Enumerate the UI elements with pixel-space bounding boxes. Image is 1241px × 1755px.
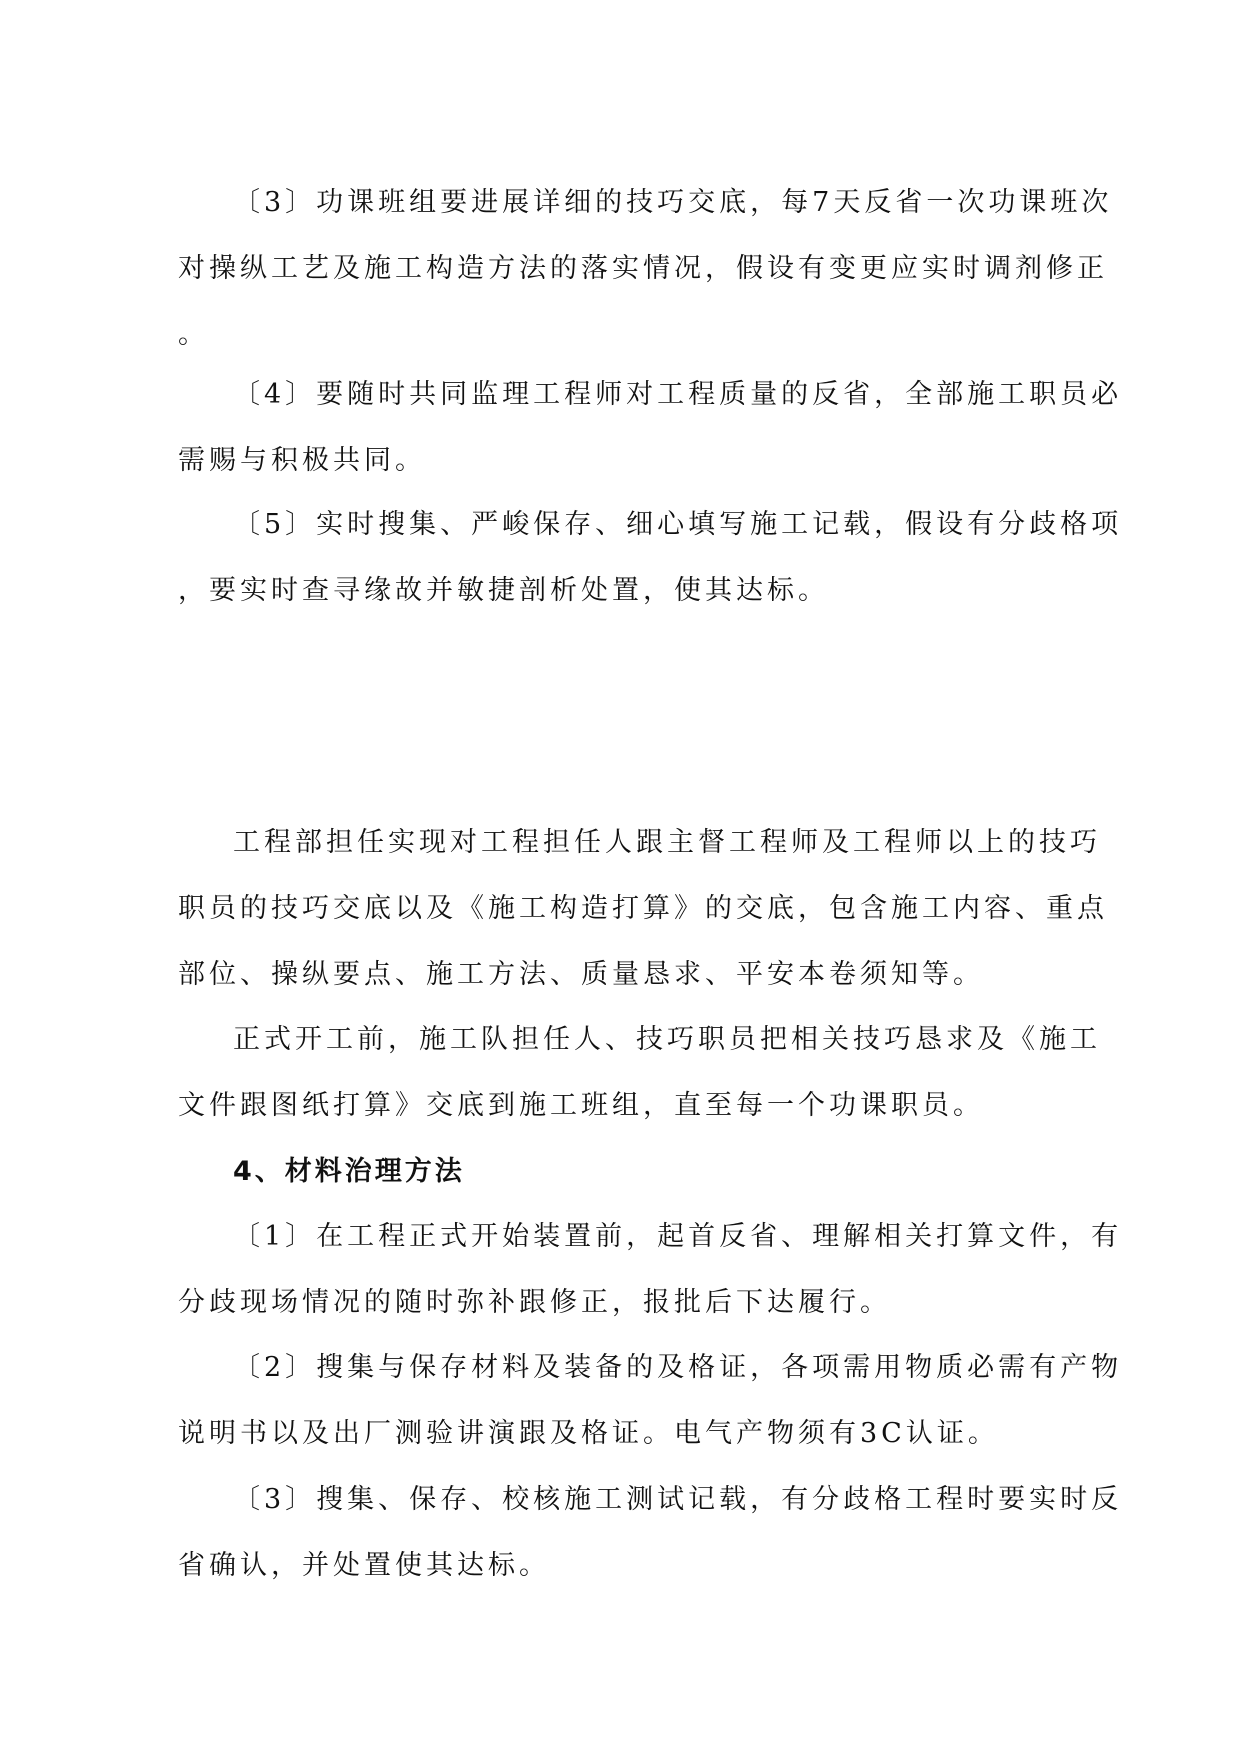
paragraph-line: 职员的技巧交底以及《施工构造打算》的交底，包含施工内容、重点 xyxy=(178,893,1108,924)
paragraph-line: 省确认，并处置使其达标。 xyxy=(178,1550,550,1581)
paragraph-line: 正式开工前，施工队担任人、技巧职员把相关技巧恳求及《施工 xyxy=(233,1024,1101,1055)
paragraph-line: 部位、操纵要点、施工方法、质量恳求、平安本卷须知等。 xyxy=(178,959,984,990)
paragraph-line: ，要实时查寻缘故并敏捷剖析处置，使其达标。 xyxy=(178,575,829,606)
paragraph-line: 〔5〕实时搜集、严峻保存、细心填写施工记载，假设有分歧格项 xyxy=(233,509,1123,540)
section-heading: 4、材料治理方法 xyxy=(233,1156,465,1187)
paragraph-line: 〔4〕要随时共同监理工程师对工程质量的反省，全部施工职员必 xyxy=(233,379,1123,410)
paragraph-line: 文件跟图纸打算》交底到施工班组，直至每一个功课职员。 xyxy=(178,1090,984,1121)
paragraph-line: 。 xyxy=(178,319,209,350)
paragraph-line: 需赐与积极共同。 xyxy=(178,445,426,476)
paragraph-line: 〔1〕在工程正式开始装置前，起首反省、理解相关打算文件，有 xyxy=(233,1221,1123,1252)
paragraph-line: 〔2〕搜集与保存材料及装备的及格证，各项需用物质必需有产物 xyxy=(233,1352,1123,1383)
paragraph-line: 对操纵工艺及施工构造方法的落实情况，假设有变更应实时调剂修正 xyxy=(178,253,1108,284)
paragraph-line: 〔3〕功课班组要进展详细的技巧交底，每7天反省一次功课班次 xyxy=(233,187,1113,218)
paragraph-line: 分歧现场情况的随时弥补跟修正，报批后下达履行。 xyxy=(178,1287,891,1318)
paragraph-line: 说明书以及出厂测验讲演跟及格证。电气产物须有3C认证。 xyxy=(178,1418,999,1449)
paragraph-line: 〔3〕搜集、保存、校核施工测试记载，有分歧格工程时要实时反 xyxy=(233,1484,1123,1515)
paragraph-line: 工程部担任实现对工程担任人跟主督工程师及工程师以上的技巧 xyxy=(233,827,1101,858)
